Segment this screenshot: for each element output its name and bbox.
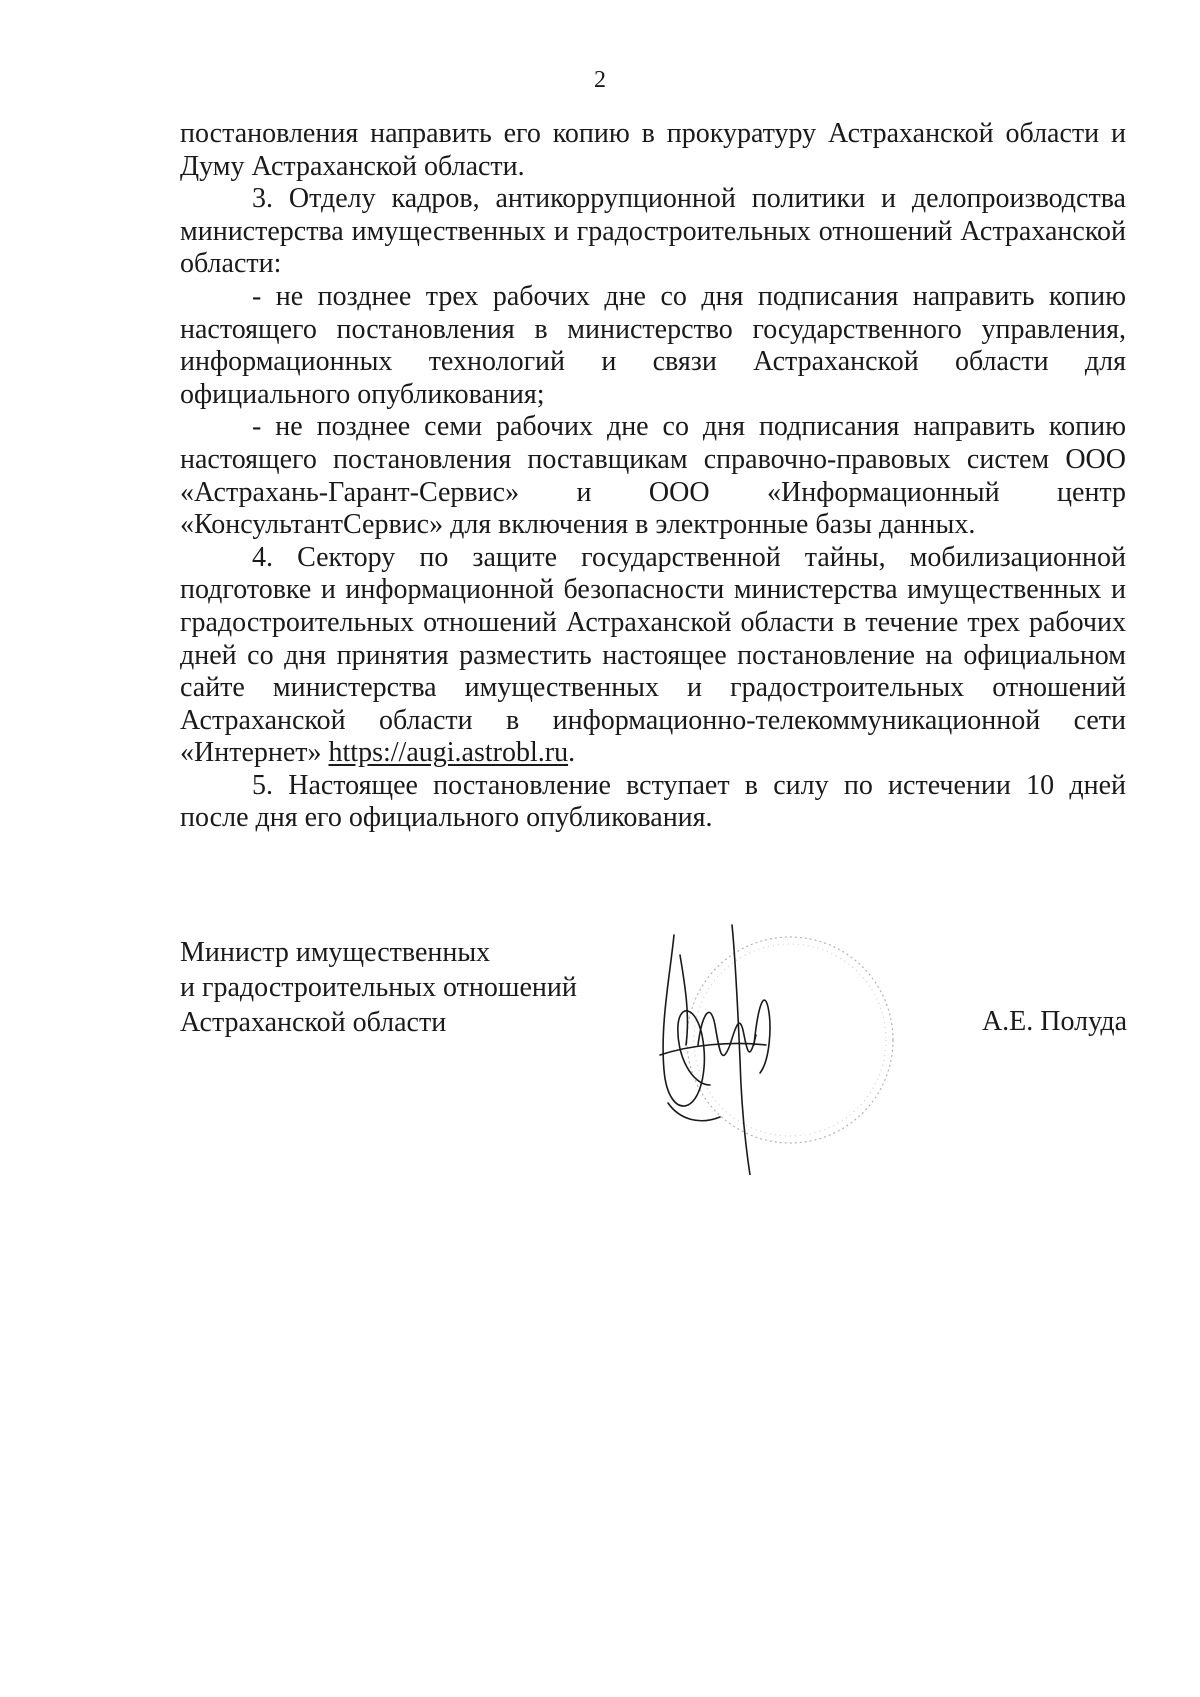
website-link[interactable]: https://augi.astrobl.ru [328,737,569,769]
page-number: 2 [594,67,606,93]
signer-title-line: и градостроительных отношений [180,972,577,1003]
signer-title-line: Министр имущественных [180,937,491,968]
paragraph-subitem-legal-systems: - не позднее семи рабочих дне со дня подписания направить копию настоящего постановления поставщикам справочно-правовых систем ООО «Астрахань-Гарант-Сервис» и ООО «Информационный центр «КонсультантСервис» для включения в электронные базы данных. [180,411,1126,541]
paragraph-continuation: постановления направить его копию в прокуратуру Астраханской области и Думу Астраханской области. [180,118,1126,182]
signer-name: А.Е. Полуда [981,1006,1127,1037]
paragraph-item-4-end: . [568,737,576,769]
paragraph-subitem-publication: - не позднее трех рабочих дне со дня подписания направить копию настоящего постановления в министерство государственного управления, информационных технологий и связи Астраханской области для официального опубликования; [180,280,1126,410]
signer-title [180,935,700,1040]
document-body [180,118,1126,835]
signer-title-line: Астраханской области [180,1007,447,1038]
paragraph-item-3: 3. Отделу кадров, антикоррупционной политики и делопроизводства министерства имущественных и градостроительных отношений Астраханской области: [180,183,1126,280]
paragraph-item-5: 5. Настоящее постановление вступает в силу по истечении 10 дней после дня его официального опубликования. [180,769,1126,834]
paragraph-item-4 [180,542,1126,770]
handwritten-signature [660,925,770,1175]
paragraph-item-4-text: 4. Сектору по защите государственной тайны, мобилизационной подготовке и информационной безопасности министерства имущественных и градостроительных отношений Астраханской области в течение трех рабочих дней со дня принятия разместить настоящее постановление на официальном сайте министерства имущественных и градостроительных отношений Астраханской области в информационно-телекоммуникационной сети «Интернет» [180,541,1126,769]
signature-with-stamp [640,895,910,1175]
